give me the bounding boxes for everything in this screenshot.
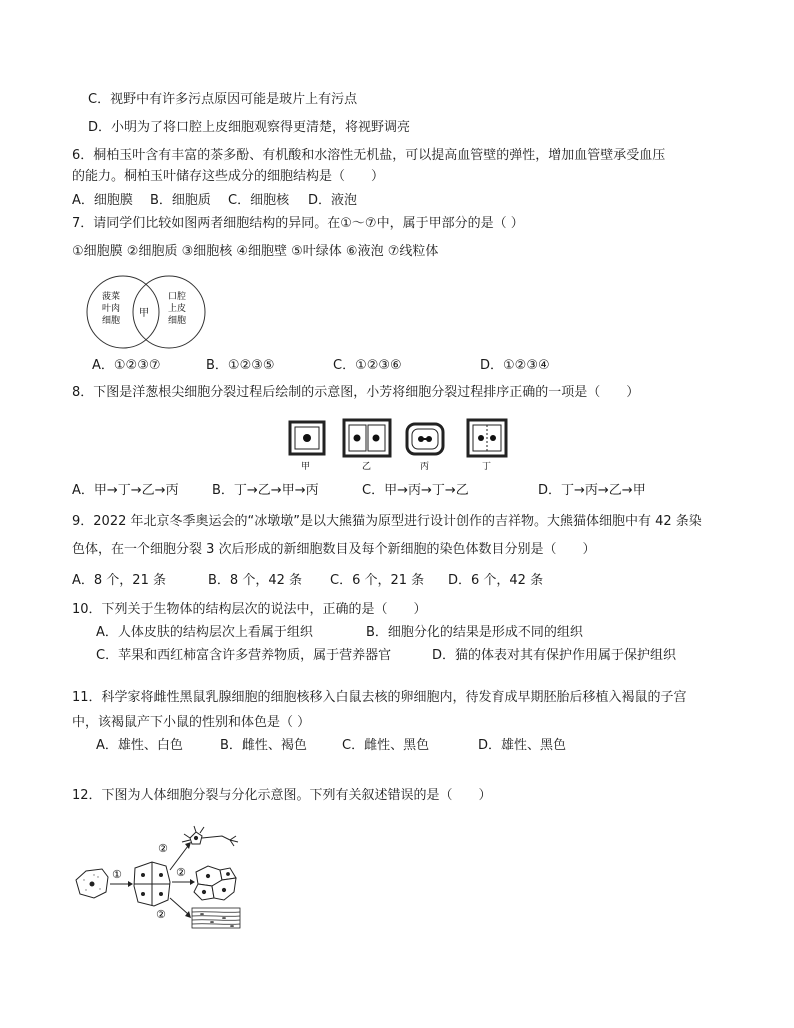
q7-option-d: D．①②③④ bbox=[480, 358, 550, 373]
q9-option-d: D．6 个，42 条 bbox=[448, 573, 544, 588]
q9-option-c: C．6 个，21 条 bbox=[330, 573, 425, 588]
cell-ding bbox=[468, 420, 506, 456]
mark-diff-2: ② bbox=[176, 866, 186, 879]
q11-option-a: A．雄性、白色 bbox=[96, 738, 183, 753]
q11-option-c: C．雌性、黑色 bbox=[342, 738, 430, 753]
arrow-muscle bbox=[170, 898, 188, 914]
venn-right-label-2: 上皮 bbox=[168, 304, 187, 314]
venn-left-label-2: 叶肉 bbox=[102, 304, 121, 314]
q7-option-c: C．①②③⑥ bbox=[333, 358, 402, 373]
q9-stem-line2: 色体，在一个细胞分裂 3 次后形成的新细胞数目及每个新细胞的染色体数目分别是（ ） bbox=[72, 542, 596, 557]
q6-option-b: B．细胞质 bbox=[150, 193, 211, 208]
q5-option-c: C．视野中有许多污点原因可能是玻片上有污点 bbox=[88, 92, 358, 107]
q9-option-a: A．8 个，21 条 bbox=[72, 573, 166, 588]
q11-option-d: D．雄性、黑色 bbox=[478, 738, 567, 753]
q7-option-a: A．①②③⑦ bbox=[92, 358, 161, 373]
cell-label-ding: 丁 bbox=[482, 462, 492, 472]
q8-option-b: B．丁→乙→甲→丙 bbox=[212, 483, 319, 498]
q10-stem: 10．下列关于生物体的结构层次的说法中，正确的是（ ） bbox=[72, 602, 427, 617]
q12-cell-differentiation-diagram bbox=[72, 822, 244, 932]
q11-stem-line1: 11．科学家将雌性黑鼠乳腺细胞的细胞核移入白鼠去核的卵细胞内，待发育成早期胚胎后移植入褐鼠的子宫 bbox=[72, 690, 687, 705]
divided-cells bbox=[134, 862, 170, 906]
cell-bing bbox=[407, 424, 443, 454]
q6-option-c: C．细胞核 bbox=[228, 193, 290, 208]
q6-option-d: D．液泡 bbox=[308, 193, 358, 208]
q8-option-a: A．甲→丁→乙→丙 bbox=[72, 483, 179, 498]
cell-jia bbox=[290, 422, 324, 454]
cell-label-jia: 甲 bbox=[301, 462, 311, 472]
q6-stem-line1: 6．桐柏玉叶含有丰富的茶多酚、有机酸和水溶性无机盐，可以提高血管壁的弹性，增加血管壁承受血压 bbox=[72, 148, 666, 163]
mark-division: ① bbox=[112, 868, 122, 881]
q10-option-d: D．猫的体表对其有保护作用属于保护组织 bbox=[432, 648, 677, 663]
q12-stem: 12．下图为人体细胞分裂与分化示意图。下列有关叙述错误的是（ ） bbox=[72, 788, 492, 803]
q10-option-c: C．苹果和西红柿富含许多营养物质，属于营养器官 bbox=[96, 648, 392, 663]
q7-structure-list: ①细胞膜 ②细胞质 ③细胞核 ④细胞壁 ⑤叶绿体 ⑥液泡 ⑦线粒体 bbox=[72, 244, 439, 259]
q10-option-a: A．人体皮肤的结构层次上看属于组织 bbox=[96, 625, 313, 640]
q7-option-b: B．①②③⑤ bbox=[206, 358, 275, 373]
muscle-tissue bbox=[192, 908, 240, 928]
q11-option-b: B．雌性、褐色 bbox=[220, 738, 307, 753]
mark-diff-1: ② bbox=[158, 842, 168, 855]
q8-option-d: D．丁→丙→乙→甲 bbox=[538, 483, 646, 498]
q6-option-a: A．细胞膜 bbox=[72, 193, 133, 208]
q7-stem: 7．请同学们比较如图两者细胞结构的异同。在①～⑦中，属于甲部分的是（ ） bbox=[72, 216, 524, 231]
mark-diff-3: ② bbox=[156, 908, 166, 921]
q8-option-c: C．甲→丙→丁→乙 bbox=[362, 483, 469, 498]
venn-right-label-1: 口腔 bbox=[168, 292, 187, 302]
q9-option-b: B．8 个，42 条 bbox=[208, 573, 302, 588]
cell-yi bbox=[344, 420, 390, 456]
q8-cell-division-diagram bbox=[286, 418, 512, 474]
venn-left-label-1: 菠菜 bbox=[102, 292, 121, 302]
venn-left-label-3: 细胞 bbox=[102, 316, 121, 326]
venn-middle-label: 甲 bbox=[139, 308, 149, 319]
q10-option-b: B．细胞分化的结果是形成不同的组织 bbox=[366, 625, 583, 640]
original-cell bbox=[76, 869, 108, 898]
q11-stem-line2: 中，该褐鼠产下小鼠的性别和体色是（ ） bbox=[72, 715, 311, 730]
cell-label-bing: 丙 bbox=[420, 462, 430, 472]
epithelial-tissue bbox=[194, 866, 236, 900]
cell-label-yi: 乙 bbox=[362, 462, 372, 472]
q6-stem-line2: 的能力。桐柏玉叶储存这些成分的细胞结构是（ ） bbox=[72, 169, 385, 184]
q7-venn-diagram bbox=[76, 274, 216, 350]
venn-right-label-3: 细胞 bbox=[168, 316, 187, 326]
q9-stem-line1: 9．2022 年北京冬季奥运会的“冰墩墩”是以大熊猫为原型进行设计创作的吉祥物。大熊猫体细胞中有 42 条染 bbox=[72, 514, 702, 529]
q5-option-d: D．小明为了将口腔上皮细胞观察得更清楚，将视野调亮 bbox=[88, 120, 411, 135]
q8-stem: 8．下图是洋葱根尖细胞分裂过程后绘制的示意图，小芳将细胞分裂过程排序正确的一项是（ ） bbox=[72, 385, 640, 400]
